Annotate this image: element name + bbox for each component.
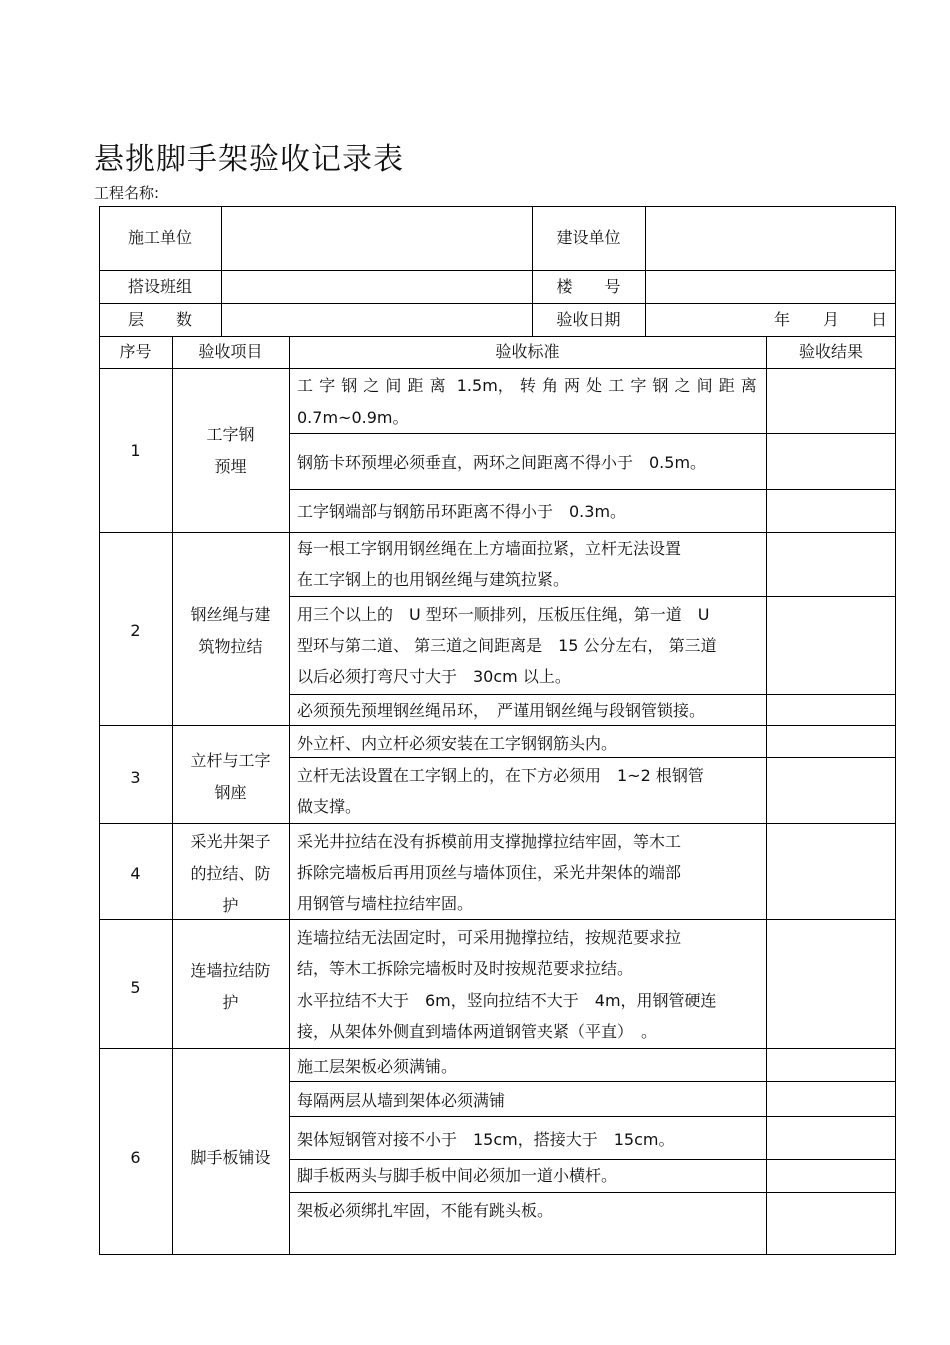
result-cell[interactable] [767, 695, 895, 725]
row-1-no: 1 [130, 441, 141, 460]
header-result: 验收结果 [798, 342, 863, 361]
row-2-item: 钢丝绳与建 筑物拉结 [190, 605, 271, 656]
owner-unit-label: 建设单位 [556, 228, 621, 247]
row-5-standard-1: 连墙拉结无法固定时，可采用抛撑拉结，按规范要求拉 [297, 928, 682, 947]
date-month: 月 [823, 310, 840, 329]
row-4-item: 采光井架子 的拉结、防 护 [190, 832, 271, 915]
team-value[interactable] [222, 271, 532, 303]
result-cell[interactable] [767, 1049, 895, 1081]
floors-label: 层 数 [127, 310, 192, 329]
result-cell[interactable] [767, 824, 895, 919]
grid-line [289, 336, 290, 1255]
result-cell[interactable] [767, 1117, 895, 1159]
header-item: 验收项目 [198, 342, 263, 361]
result-cell[interactable] [767, 533, 895, 596]
row-3-no: 3 [130, 768, 141, 787]
team-label: 搭设班组 [127, 277, 192, 296]
building-no-value[interactable] [646, 271, 895, 303]
date-label: 验收日期 [556, 310, 621, 329]
page-title: 悬挑脚手架验收记录表 [94, 142, 404, 177]
row-1-standard-3: 工字钢端部与钢筋吊环距离不得小于 0.3m。 [297, 502, 627, 521]
row-5-standard-3: 水平拉结不大于 6m，竖向拉结不大于 4m，用钢管硬连 [297, 991, 717, 1010]
row-6-standard-2: 每隔两层从墙到架体必须满铺 [297, 1091, 506, 1110]
row-2-no: 2 [130, 621, 141, 640]
row-2-standard-2b: 型环与第二道、 第三道之间距离是 15 公分左右， 第三道 [297, 636, 717, 655]
row-1-standard-1b: 0.7m~0.9m。 [297, 408, 409, 427]
row-5-standard-4: 接，从架体外侧直到墙体两道钢管夹紧（平直） 。 [297, 1022, 658, 1041]
row-6-standard-3: 架体短钢管对接不小于 15cm，搭接大于 15cm。 [297, 1130, 675, 1149]
result-cell[interactable] [767, 1160, 895, 1192]
result-cell[interactable] [767, 490, 895, 532]
row-5-standard-2: 结，等木工拆除完墙板时及时按规范要求拉结。 [297, 959, 634, 978]
result-cell[interactable] [767, 920, 895, 1048]
row-6-no: 6 [130, 1148, 141, 1167]
project-name-label: 工程名称: [94, 184, 160, 202]
row-6-standard-4: 脚手板两头与脚手板中间必须加一道小横杆。 [297, 1166, 618, 1185]
row-6-item: 脚手板铺设 [190, 1148, 271, 1167]
row-6-standard-1: 施工层架板必须满铺。 [297, 1057, 458, 1076]
row-3-standard-2b: 做支撑。 [297, 797, 362, 816]
header-no: 序号 [119, 342, 152, 361]
result-cell[interactable] [767, 597, 895, 694]
result-cell[interactable] [767, 1082, 895, 1116]
result-cell[interactable] [767, 434, 895, 489]
result-cell[interactable] [767, 369, 895, 433]
result-cell[interactable] [767, 1193, 895, 1254]
row-2-standard-1a: 每一根工字钢用钢丝绳在上方墙面拉紧，立杆无法设置 [297, 539, 682, 558]
row-4-standard-3: 用钢管与墙柱拉结牢固。 [297, 894, 474, 913]
row-1-standard-1a: 工 字 钢 之 间 距 离 1.5m， 转 角 两 处 工 字 钢 之 间 距 离 [297, 376, 757, 395]
header-standard: 验收标准 [495, 342, 560, 361]
row-6-standard-5: 架板必须绑扎牢固，不能有跳头板。 [297, 1201, 554, 1220]
row-4-standard-1: 采光井拉结在没有拆模前用支撑抛撑拉结牢固，等木工 [297, 832, 682, 851]
construction-unit-label: 施工单位 [127, 228, 192, 247]
construction-unit-value[interactable] [222, 222, 532, 254]
result-cell[interactable] [767, 758, 895, 823]
row-4-no: 4 [130, 864, 141, 883]
row-2-standard-1b: 在工字钢上的也用钢丝绳与建筑拉紧。 [297, 570, 570, 589]
row-5-item: 连墙拉结防 护 [190, 961, 271, 1012]
row-3-standard-2a: 立杆无法设置在工字钢上的，在下方必须用 1~2 根钢管 [297, 766, 704, 785]
row-2-standard-2c: 以后必须打弯尺寸大于 30cm 以上。 [297, 667, 571, 686]
owner-unit-value[interactable] [646, 222, 895, 254]
row-3-standard-1: 外立杆、内立杆必须安装在工字钢钢筋头内。 [297, 734, 618, 753]
row-3-item: 立杆与工字 钢座 [190, 751, 271, 802]
floors-value[interactable] [222, 304, 532, 336]
row-4-standard-2: 拆除完墙板后再用顶丝与墙体顶住，采光井架体的端部 [297, 863, 682, 882]
row-2-standard-3: 必须预先预埋钢丝绳吊环， 严谨用钢丝绳与段钢管锁接。 [297, 701, 706, 720]
row-1-standard-2: 钢筋卡环预埋必须垂直，两环之间距离不得小于 0.5m。 [297, 453, 707, 472]
row-5-no: 5 [130, 978, 141, 997]
building-no-label: 楼 号 [556, 277, 621, 296]
row-2-standard-2a: 用三个以上的 U 型环一顺排列，压板压住绳，第一道 U [297, 605, 710, 624]
row-1-item: 工字钢 预埋 [206, 425, 255, 476]
date-year: 年 [774, 310, 791, 329]
result-cell[interactable] [767, 726, 895, 757]
date-day: 日 [871, 310, 888, 329]
